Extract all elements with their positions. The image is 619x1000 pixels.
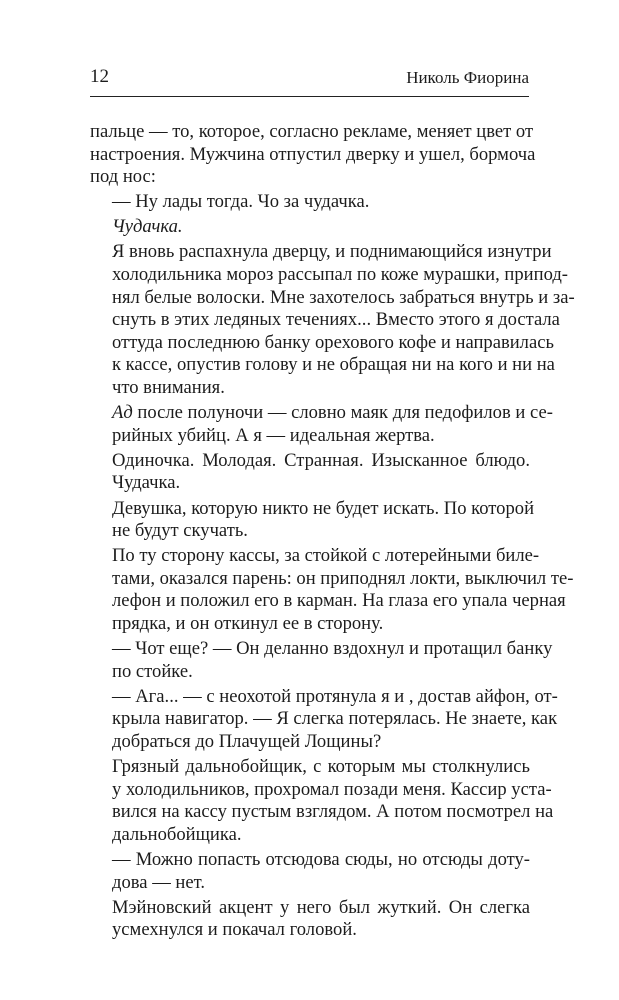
text-line: Мэйновский акцент у него был жуткий. Он слегка — [112, 896, 530, 918]
paragraph — [90, 191, 530, 214]
text-line: снуть в этих ледяных течениях... Вместо этого я достала — [112, 309, 560, 331]
text-line: вился на кассу пустым взглядом. А потом посмотрел на — [112, 801, 554, 823]
text-line: что внимания. — [112, 377, 225, 399]
paragraph — [90, 897, 530, 942]
text-line: По ту сторону кассы, за стойкой с лотерейными биле- — [112, 545, 540, 567]
text-line: прядка, и он откинул ее в сторону. — [112, 612, 384, 634]
text-line: к кассе, опустив голову и не обращая ни на кого и ни на — [112, 354, 555, 376]
text-line: тами, оказался парень: он приподнял локти, выключил те- — [112, 567, 574, 589]
text-line: дальнобойщика. — [112, 823, 242, 845]
paragraph — [90, 685, 558, 754]
text-line: усмехнулся и покачал головой. — [112, 919, 357, 941]
text-line: дова — нет. — [112, 871, 206, 893]
text-line: Чудачка. — [112, 216, 183, 238]
text-line: Я вновь распахнула дверцу, и поднимающийся изнутри — [112, 241, 552, 263]
paragraph — [90, 402, 553, 447]
text-line: — Ну лады тогда. Чо за чудачка. — [112, 191, 370, 213]
text-line — [90, 402, 553, 425]
text-line: нял белые волоски. Мне захотелось забраться внутрь и за- — [112, 286, 575, 308]
text-line: Чудачка. — [112, 472, 181, 494]
paragraph — [90, 216, 530, 239]
text-line: пальце — то, которое, согласно рекламе, меняет цвет от — [90, 121, 534, 142]
text-line: не будут скучать. — [112, 520, 248, 542]
paragraph — [90, 545, 574, 635]
paragraph — [90, 849, 530, 894]
text-line: у холодильников, прохромал позади меня. Кассир уста- — [112, 778, 552, 800]
paragraph — [90, 756, 554, 846]
text-line: по стойке. — [112, 660, 193, 682]
paragraph — [90, 121, 536, 189]
paragraph — [90, 450, 530, 495]
paragraph — [90, 497, 535, 543]
paragraph — [90, 241, 575, 399]
italic-lead: Ад — [112, 402, 133, 424]
text-line: — Ага... — с неохотой протянула я и , достав айфон, от- — [112, 685, 558, 707]
text-line: рийных убийц. А я — идеальная жертва. — [112, 424, 435, 446]
text-line: — Чот еще? — Он деланно вздохнул и протащил банку — [112, 638, 553, 660]
text-line: крыла навигатор. — Я слегка потерялась. Не знаете, как — [112, 708, 558, 730]
text-line: — Можно попасть отсюдова сюды, но отсюды доту- — [112, 848, 530, 870]
text-line: Грязный дальнобойщик, с которым мы столкнулись — [112, 756, 530, 778]
text-line: лефон и положил его в карман. На глаза его упала черная — [112, 590, 566, 612]
text-line: холодильника мороз рассыпал по коже мурашки, припод- — [112, 264, 568, 286]
text-line: оттуда последнюю банку орехового кофе и направилась — [112, 331, 554, 353]
line-text: после полуночи — словно маяк для педофилов и се- — [132, 402, 553, 424]
running-header — [90, 60, 529, 97]
text-line: добраться до Плачущей Лощины? — [112, 730, 382, 752]
page-number: 12 — [90, 66, 109, 87]
body-text — [90, 121, 575, 944]
text-line: настроения. Мужчина отпустил дверку и ушел, бормоча — [90, 143, 536, 165]
running-title: Николь Фиорина — [406, 68, 529, 87]
text-line: под нос: — [90, 166, 156, 188]
text-line: Одиночка. Молодая. Странная. Изысканное блюдо. — [112, 449, 530, 471]
paragraph — [90, 638, 553, 683]
text-line: Девушка, которую никто не будет искать. По которой — [112, 497, 535, 519]
